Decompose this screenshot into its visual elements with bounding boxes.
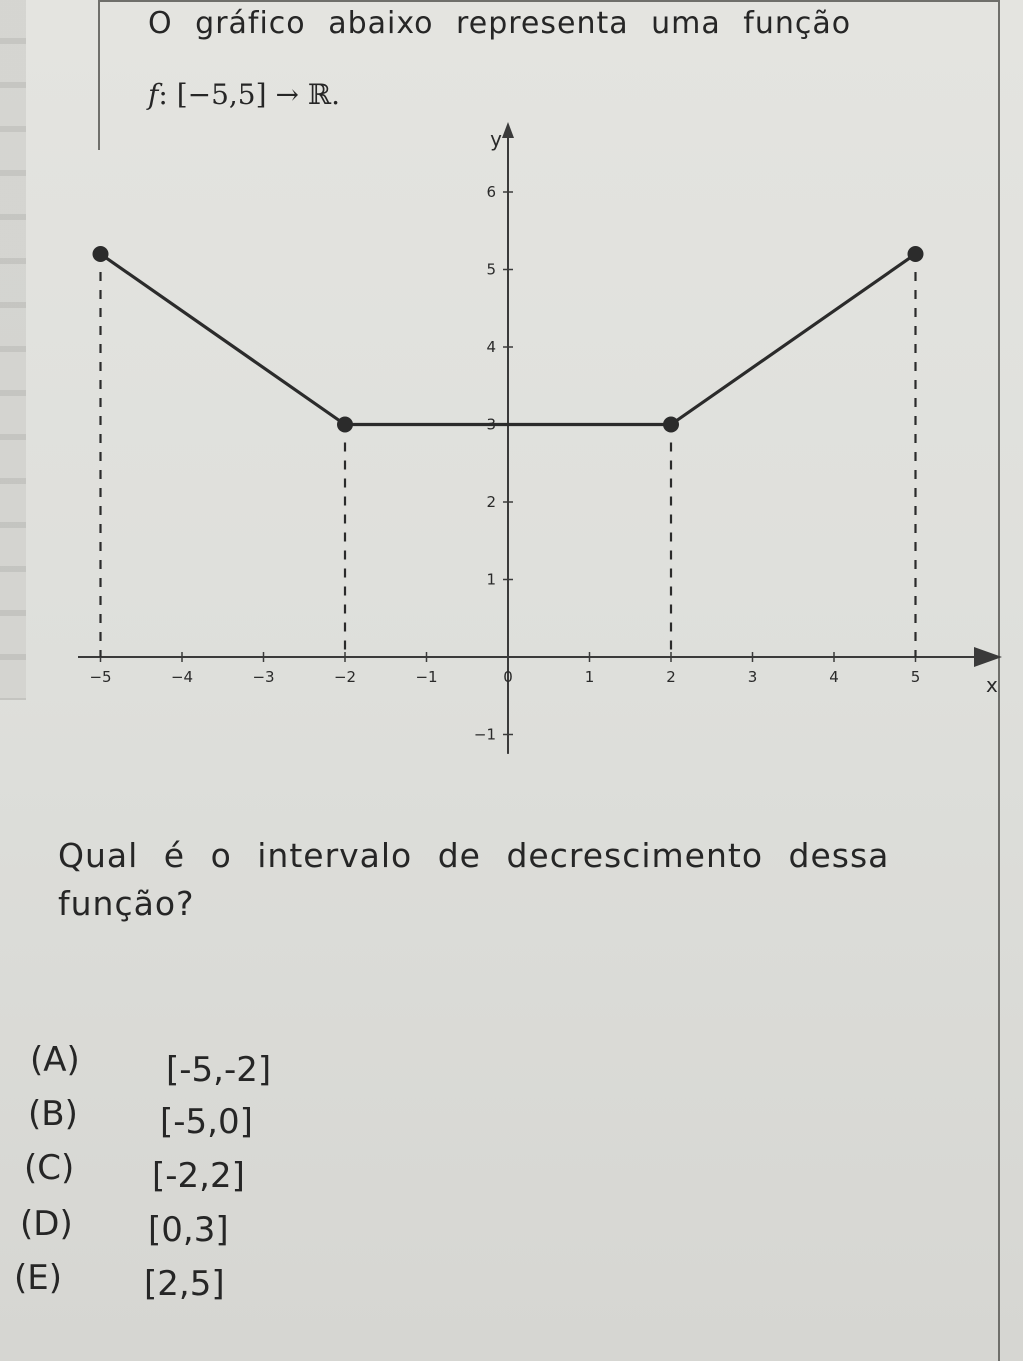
option-a-letter: (A) [30, 1040, 80, 1080]
y-tick-label: 4 [486, 338, 496, 356]
function-name: f [148, 78, 159, 111]
y-tick-label: 1 [486, 570, 496, 589]
y-tick-label: −1 [473, 725, 496, 744]
y-tick-label: 5 [486, 260, 496, 279]
question-text [58, 832, 958, 928]
graph-point [908, 246, 924, 262]
x-tick-label: 5 [910, 668, 921, 686]
x-tick-label: −2 [333, 668, 357, 686]
graph-segment [101, 254, 346, 425]
x-tick-label: 3 [747, 668, 758, 686]
option-d-letter: (D) [20, 1204, 73, 1244]
x-tick-label: −5 [89, 668, 112, 686]
x-tick-label: −4 [170, 668, 194, 686]
option-a[interactable] [30, 1040, 272, 1090]
intro-text: O gráfico abaixo representa uma função [148, 6, 852, 41]
option-e-letter: (E) [14, 1258, 63, 1298]
x-tick-label: −1 [415, 668, 438, 686]
option-b[interactable] [28, 1094, 253, 1142]
option-b-value: [-5,0] [160, 1102, 253, 1142]
option-c-value: [-2,2] [152, 1156, 245, 1196]
question-line-1: Qual é o intervalo de decrescimento dessa [58, 836, 890, 875]
option-e[interactable] [14, 1258, 225, 1304]
y-tick-label: 3 [486, 415, 496, 434]
option-a-value: [-5,-2] [166, 1050, 272, 1090]
x-tick-label: −3 [252, 668, 275, 686]
x-tick-label: 4 [829, 668, 839, 686]
y-tick-label: 6 [486, 183, 496, 201]
option-c[interactable] [24, 1148, 245, 1196]
option-d-value: [0,3] [148, 1210, 229, 1250]
question-line-2: função? [58, 884, 195, 923]
x-tick-label: 2 [666, 668, 676, 686]
y-tick-label: 2 [486, 493, 496, 511]
graph-point [93, 246, 109, 262]
option-e-value: [2,5] [144, 1264, 225, 1304]
graph-point [663, 417, 679, 433]
graph-segment [671, 254, 916, 425]
option-c-letter: (C) [24, 1148, 75, 1188]
graph-point [337, 417, 353, 433]
x-tick-label: 1 [584, 668, 595, 686]
option-b-letter: (B) [28, 1094, 78, 1134]
x-axis-label: x [986, 673, 998, 697]
function-domain: : [−5,5] → ℝ. [158, 78, 340, 111]
option-d[interactable] [20, 1204, 229, 1250]
x-tick-label: 0 [503, 668, 513, 686]
y-axis-label: y [490, 127, 502, 151]
y-axis-arrow [502, 122, 514, 138]
